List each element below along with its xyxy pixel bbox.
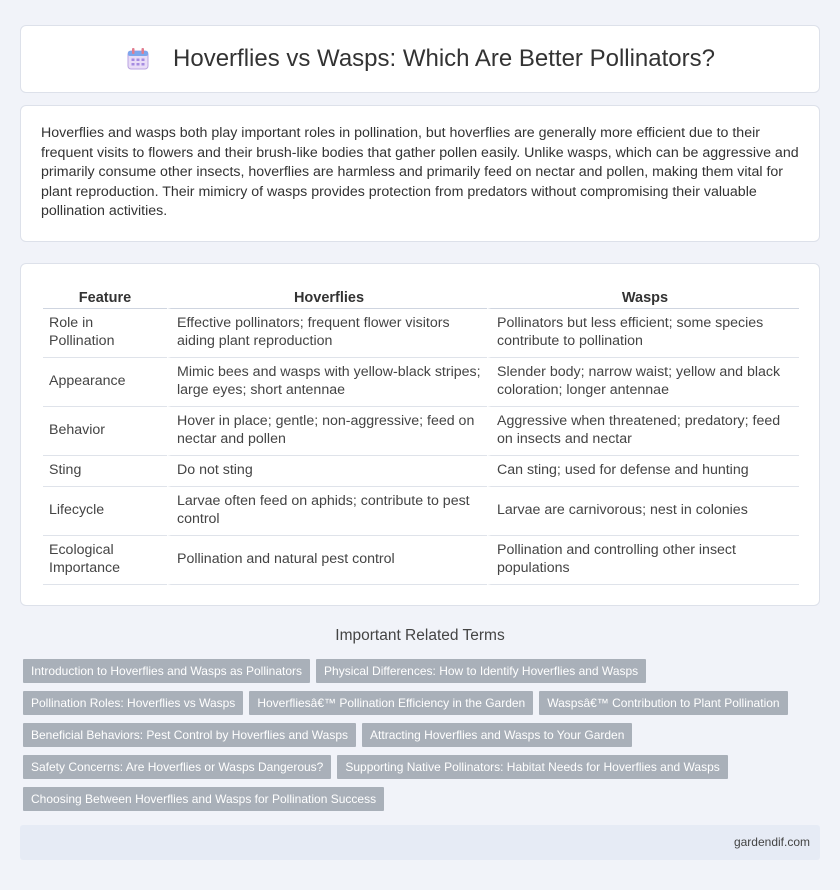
column-header: Feature — [43, 282, 167, 309]
related-term-link[interactable]: Pollination Roles: Hoverflies vs Wasps — [23, 691, 243, 715]
table-row — [43, 358, 799, 407]
related-term-link[interactable]: Hoverfliesâ€™ Pollination Efficiency in the Garden — [249, 691, 533, 715]
table-header-row — [43, 282, 799, 309]
related-term-link[interactable]: Introduction to Hoverflies and Wasps as Pollinators — [23, 659, 310, 683]
related-term-link[interactable]: Waspsâ€™ Contribution to Plant Pollination — [539, 691, 787, 715]
table-cell: Mimic bees and wasps with yellow-black stripes; large eyes; short antennae — [167, 358, 487, 407]
table-row — [43, 309, 799, 358]
table-cell: Hover in place; gentle; non-aggressive; feed on nectar and pollen — [167, 407, 487, 456]
table-cell: Slender body; narrow waist; yellow and black coloration; longer antennae — [487, 358, 799, 407]
comparison-table — [43, 282, 799, 585]
site-link[interactable]: gardendif.com — [733, 835, 810, 849]
column-header: Hoverflies — [167, 282, 487, 309]
intro-text: Hoverflies and wasps both play important roles in pollination, but hoverflies are generally more efficient due to their frequent visits to flowers and their brush-like bodies that gather pollen easily. Unlike wasps, which can be aggressive and primarily consume other insects, hoverflies are harmless and primarily feed on nectar and pollen, making them vital for plant reproduction. Their mimicry of wasps provides protection from predators without compromising their valuable pollination activities. — [41, 125, 799, 220]
table-cell: Effective pollinators; frequent flower visitors aiding plant reproduction — [167, 309, 487, 358]
table-row — [43, 487, 799, 536]
comparison-section — [20, 263, 820, 606]
site-footer — [20, 825, 820, 860]
related-term-link[interactable]: Beneficial Behaviors: Pest Control by Hoverflies and Wasps — [23, 723, 356, 747]
related-terms-heading: Important Related Terms — [335, 627, 505, 644]
table-cell: Pollination and natural pest control — [167, 536, 487, 585]
table-cell: Pollination and controlling other insect populations — [487, 536, 799, 585]
table-cell: Larvae are carnivorous; nest in colonies — [487, 487, 799, 536]
table-cell: Appearance — [43, 358, 167, 407]
table-cell: Ecological Importance — [43, 536, 167, 585]
page-title: Hoverflies vs Wasps: Which Are Better Pollinators? — [173, 45, 715, 72]
table-row — [43, 456, 799, 487]
intro-section — [20, 105, 820, 242]
calendar-icon — [125, 46, 151, 72]
table-row — [43, 407, 799, 456]
related-term-link[interactable]: Supporting Native Pollinators: Habitat Needs for Hoverflies and Wasps — [337, 755, 727, 779]
table-cell: Larvae often feed on aphids; contribute to pest control — [167, 487, 487, 536]
table-cell: Aggressive when threatened; predatory; feed on insects and nectar — [487, 407, 799, 456]
related-term-link[interactable]: Attracting Hoverflies and Wasps to Your Garden — [362, 723, 632, 747]
table-cell: Do not sting — [167, 456, 487, 487]
related-term-link[interactable]: Choosing Between Hoverflies and Wasps for Pollination Success — [23, 787, 384, 811]
related-terms-list — [23, 659, 803, 819]
table-row — [43, 536, 799, 585]
table-cell: Sting — [43, 456, 167, 487]
page-header — [20, 25, 820, 93]
table-cell: Pollinators but less efficient; some species contribute to pollination — [487, 309, 799, 358]
table-cell: Can sting; used for defense and hunting — [487, 456, 799, 487]
table-cell: Behavior — [43, 407, 167, 456]
column-header: Wasps — [487, 282, 799, 309]
related-term-link[interactable]: Safety Concerns: Are Hoverflies or Wasps Dangerous? — [23, 755, 331, 779]
related-term-link[interactable]: Physical Differences: How to Identify Hoverflies and Wasps — [316, 659, 646, 683]
table-cell: Role in Pollination — [43, 309, 167, 358]
table-cell: Lifecycle — [43, 487, 167, 536]
